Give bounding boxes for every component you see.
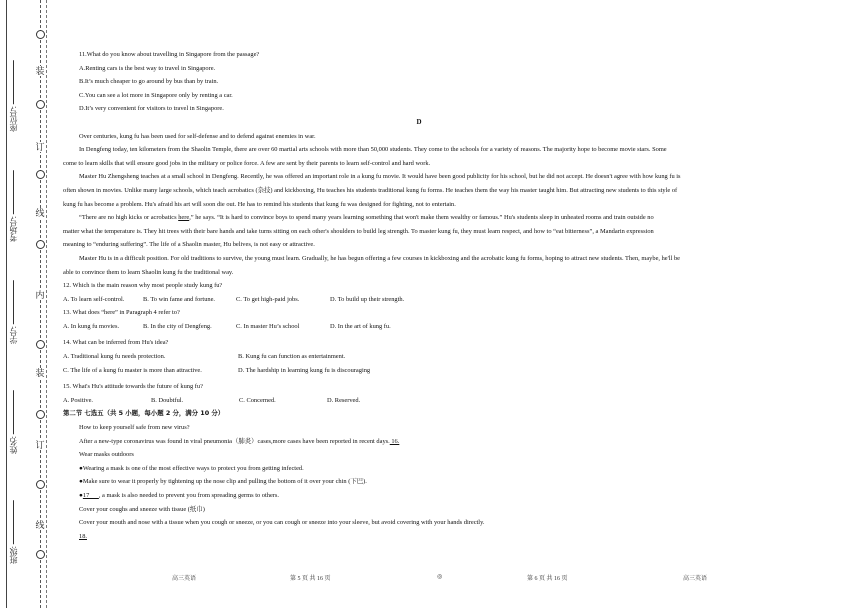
intro-text: After a new-type coronavirus was found in viral pneumonia（肺炎）cases,more cases have been reported in recent days. [79,437,390,445]
bullet-3: ●17 , a mask is also needed to prevent you from spreading germs to others. [79,492,279,499]
q15-option-a[interactable]: A. Positive. [63,396,94,404]
q11-stem: 11.What do you know about travelling in Singapore from the passage? [79,51,260,58]
exam-room-label: 考场号: [9,216,18,243]
binding-ring-icon [36,410,45,419]
passage-line: matter what the temperature is. They hit trees with their bare hands and take turns sitting on each other's shoulders to build leg strength. To master kung fu, they must learn respect, and how to “eat bitterness”, a Mandarin expression [63,227,654,235]
q12-option-b[interactable]: B. To win fame and fortune. [143,295,216,303]
seat-number-label: 座位号: [9,106,18,133]
passage-quote-line [63,211,775,225]
name-label: 姓名: [9,436,18,455]
q14-options-row1 [63,350,775,364]
student-id-field[interactable] [9,280,19,344]
section2-heading: 第二节 七选五（共 5 小题，每小题 2 分，满分 10 分） [63,409,225,418]
bullet-2: ●Make sure to wear it properly by tightening up the nose clip and pulling the bottom of it over your chin (下巴). [79,478,367,486]
passage-line: often shown in movies. Unlike many large schools, which teach acrobatics (杂技) and kickboxing, Hu teaches his students traditional kung fu forms. He teaches them the way his master taught him. But attracting new students to this style of [63,186,678,194]
q15-option-d[interactable]: D. Reserved. [327,396,361,404]
binding-line-dashed [40,0,41,608]
underlined-here: here [178,214,190,222]
q12-options [63,293,775,307]
footer-subject-right: 高三英语 [683,576,708,582]
passage-d-heading: D [416,117,422,126]
binding-ring-icon [36,100,45,109]
footer-center-icon: ◎ [437,574,443,580]
binding-ring-icon [36,480,45,489]
q14-option-a[interactable]: A. Traditional kung fu needs protection. [63,353,166,361]
student-id-label: 学号: [9,326,18,345]
subheading-cover: Cover your coughs and sneeze with tissue (纸巾) [79,505,205,513]
q12-option-d[interactable]: D. To build up their strength. [330,295,405,303]
exam-room-field[interactable] [9,170,19,242]
seal-char: 装 [35,66,45,76]
subheading-masks: Wear masks outdoors [79,451,134,459]
q13-option-a[interactable]: A. In kung fu movies. [63,322,120,330]
q15-option-b[interactable]: B. Doubtful. [151,396,184,404]
binding-margin [0,0,60,608]
q14-option-c[interactable]: C. The life of a kung fu master is more than attractive. [63,366,202,374]
section2-intro [63,435,775,449]
q14-option-d[interactable]: D. The hardship in learning kung fu is discouraging [238,366,371,374]
section2-title: How to keep yourself safe from new virus? [79,424,190,432]
q12-option-c[interactable]: C. To get high-paid jobs. [236,295,300,303]
passage-line: meaning to “enduring suffering”. The life of a Shaolin master, Hu belives, is not easy or attractive. [63,241,315,249]
bullet-1: ●Wearing a mask is one of the most effective ways to protect you from getting infected. [79,464,304,472]
quote-pre: “There are no high kicks or acrobatics [79,214,179,222]
q13-stem: 13. What does “here” in Paragraph 4 refer to? [63,309,180,317]
binding-ring-icon [36,30,45,39]
blank-17: 17 [82,492,99,499]
binding-ring-icon [36,170,45,179]
q12-stem: 12. Which is the main reason why most people study kung fu? [63,282,223,290]
blank-18 [63,530,775,544]
passage-line: kung fu has become a problem. Hu's afraid his art will soon die out. He has to remind his students that kung fu was designed for fighting, not to entertain. [63,200,456,208]
class-label: 班级: [9,546,18,565]
seal-char: 线 [35,520,45,530]
passage-line: Master Hu Zhengsheng teaches at a small school in Dengfeng. Recently, he was offered an important role in a kung fu movie. It would have been good publicity for his school, but he did not accept. He doesn't agree with how kung fu is [79,173,681,181]
q11-option-a: A.Renting cars is the best way to travel in Singapore. [79,64,216,72]
passage-line: In Dengfeng today, ten kilometers from the Shaolin Temple, there are over 60 martial arts schools with more than 50,000 students. They come to the schools for a variety of reasons. The majority hope to become movie stars. Some [79,146,667,154]
q14-options-row2 [63,364,775,378]
passage-line: Master Hu is in a difficult position. For old traditions to survive, the young must learn. Gradually, he has begun offering a few courses in kickboxing and the acrobatic kung fu forms, hoping to attract new students. Then, maybe, he'll be [79,254,680,262]
q11-option-c: C.You can see a lot more in Singapore only by renting a car. [79,91,233,99]
footer-page-5: 第 5 页 共 16 页 [290,576,331,582]
passage-line: Over centuries, kung fu has been used for self-defense and to defend against enemies in war. [79,132,316,140]
q13-option-b[interactable]: B. In the city of Dengfeng. [143,322,212,330]
footer-subject-left: 高三英语 [172,576,197,582]
q13-option-d[interactable]: D. In the art of kung fu. [330,322,391,330]
passage-line: come to learn skills that will ensure good jobs in the military or police force. A few are sent by their parents to learn self-control and hard work. [63,159,431,167]
bullet-3-text: , a mask is also needed to prevent you from spreading germs to others. [98,492,279,499]
q11-option-b: B.It’s much cheaper to go around by bus than by train. [79,78,219,86]
binding-ring-icon [36,240,45,249]
q12-option-a[interactable]: A. To learn self-control. [63,295,125,303]
passage-line: able to convince them to learn Shaolin kung fu the traditional way. [63,268,234,276]
q14-option-b[interactable]: B. Kung fu can function as entertainment. [238,353,346,361]
name-field[interactable] [9,390,19,454]
q15-option-c[interactable]: C. Concerned. [239,396,276,404]
q15-stem: 15. What's Hu's attitude towards the future of kung fu? [63,383,203,391]
binding-line-outer [6,0,7,608]
cover-line: Cover your mouth and nose with a tissue when you cough or sneeze, or you can cough or sneeze into your sleeve, but avoid covering with your hands directly. [79,519,485,527]
blank-16: 16. [389,437,400,445]
binding-ring-icon [36,340,45,349]
class-field[interactable] [9,500,19,564]
seal-char: 订 [35,142,45,152]
footer-page-6: 第 6 页 共 16 页 [527,576,568,582]
exam-page-content [63,48,775,543]
binding-line-inner [46,0,47,608]
q15-options [63,394,775,408]
seal-char: 装 [35,368,45,378]
seal-char: 线 [35,208,45,218]
blank-18-label: 18. [79,532,87,540]
page-footer [0,573,860,587]
q11-option-d: D.It’s very convenient for visitors to travel in Singapore. [79,105,224,113]
q13-option-c[interactable]: C. In master Hu’s school [236,322,300,330]
seal-char: 内 [35,290,45,300]
q13-options [63,320,775,334]
quote-post: ,” he says. “It is hard to convince boys to spend many years learning something that won't make them wealthy or famous.” Hu's students sleep in unheated rooms and train outside no [189,214,654,222]
seal-char: 订 [35,440,45,450]
seat-number-field[interactable] [9,60,19,132]
q14-stem: 14. What can be inferred from Hu's idea? [63,339,169,347]
binding-ring-icon [36,550,45,559]
